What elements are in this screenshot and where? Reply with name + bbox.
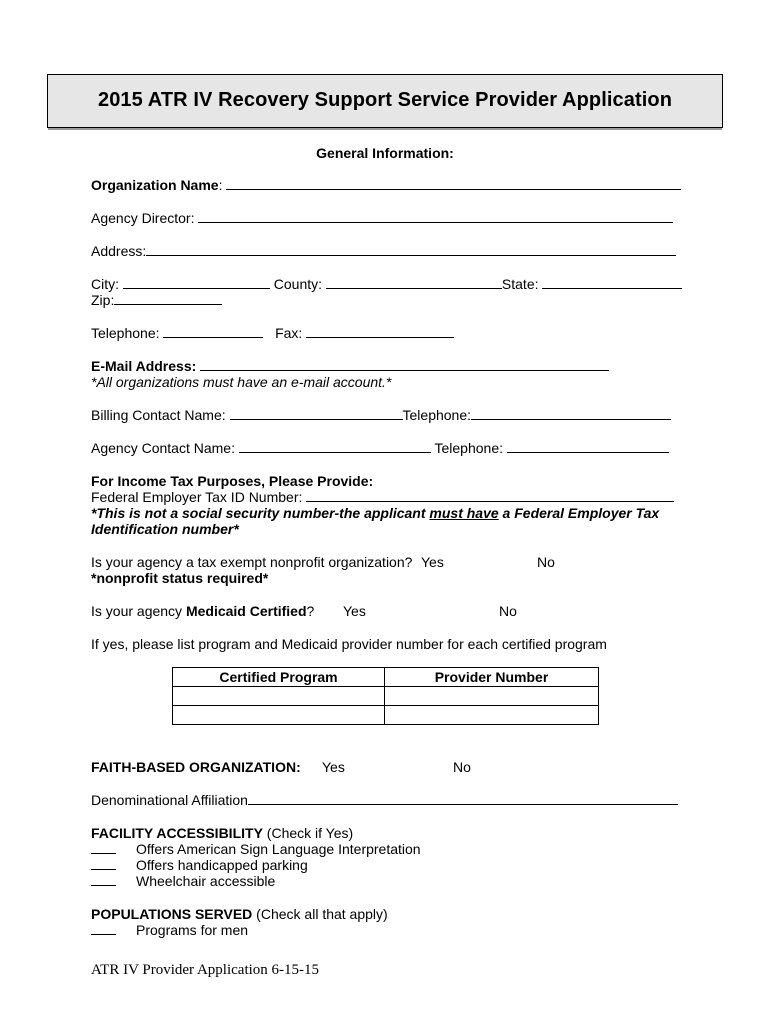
facility-heading	[91, 825, 353, 842]
facility-item	[91, 873, 275, 890]
nonprofit-question: Is your agency a tax exempt nonprofit organization?	[91, 554, 413, 570]
fein-note-part2: a Federal Employer Tax	[498, 505, 660, 521]
org-name-field[interactable]	[226, 177, 681, 190]
table-cell-provider-number[interactable]	[385, 706, 599, 725]
fein-note-part1: *This is not a social security number-the applicant	[91, 505, 430, 521]
page-title: 2015 ATR IV Recovery Support Service Provider Application	[97, 89, 673, 111]
address-field[interactable]	[146, 243, 676, 256]
fein-row	[91, 489, 674, 506]
certified-program-table	[172, 667, 599, 725]
facility-checkbox-blank[interactable]	[91, 857, 116, 870]
county-field[interactable]	[326, 276, 502, 289]
fax-field[interactable]	[306, 325, 454, 338]
agency-director-field[interactable]	[198, 210, 673, 223]
fein-note	[91, 505, 659, 522]
agency-contact-field[interactable]	[239, 440, 431, 453]
facility-item-label: Offers handicapped parking	[136, 857, 308, 873]
populations-checkbox-blank[interactable]	[91, 922, 116, 935]
city-county-state-row	[91, 276, 682, 293]
facility-checkbox-blank[interactable]	[91, 873, 116, 886]
zip-row	[91, 292, 222, 309]
tax-heading: For Income Tax Purposes, Please Provide:	[91, 473, 374, 489]
fein-note-underlined: must have	[429, 505, 499, 521]
agency-contact-row	[91, 440, 669, 457]
facility-item-label: Offers American Sign Language Interpretation	[136, 841, 421, 857]
fax-label: Fax:	[275, 325, 303, 341]
general-info-heading: General Information:	[316, 145, 454, 161]
state-field[interactable]	[542, 276, 682, 289]
populations-heading-bold: POPULATIONS SERVED	[91, 906, 253, 922]
header-provider-number: Provider Number	[385, 668, 599, 687]
org-name-colon: :	[218, 177, 223, 193]
billing-contact-field[interactable]	[230, 407, 403, 420]
faith-based-label: FAITH-BASED ORGANIZATION:	[91, 759, 301, 775]
facility-item	[91, 841, 421, 858]
email-note: *All organizations must have an e-mail account.*	[91, 374, 392, 390]
medicaid-yes[interactable]: Yes	[343, 603, 366, 619]
address-label: Address:	[91, 243, 147, 259]
agency-director-label: Agency Director:	[91, 210, 195, 226]
table-cell-program[interactable]	[173, 687, 385, 706]
billing-contact-label: Billing Contact Name:	[91, 407, 226, 423]
facility-heading-bold: FACILITY ACCESSIBILITY	[91, 825, 263, 841]
billing-telephone-label: Telephone:	[402, 407, 472, 423]
medicaid-instruction: If yes, please list program and Medicaid provider number for each certified program	[91, 636, 607, 652]
facility-item	[91, 857, 308, 874]
facility-checkbox-blank[interactable]	[91, 841, 116, 854]
populations-item	[91, 922, 248, 939]
table-cell-provider-number[interactable]	[385, 687, 599, 706]
agency-telephone-label: Telephone:	[434, 440, 504, 456]
telephone-field[interactable]	[163, 325, 263, 338]
agency-contact-label: Agency Contact Name:	[91, 440, 235, 456]
email-row	[91, 358, 609, 375]
billing-contact-row	[91, 407, 671, 424]
table-row	[173, 687, 599, 706]
fein-label: Federal Employer Tax ID Number:	[91, 489, 303, 505]
state-label: State:	[501, 276, 539, 292]
table-header-row	[173, 668, 599, 687]
affiliation-row	[91, 792, 678, 809]
nonprofit-no[interactable]: No	[537, 554, 555, 570]
city-label: City:	[91, 276, 119, 292]
affiliation-field[interactable]	[248, 792, 678, 805]
agency-director-row	[91, 210, 673, 227]
medicaid-question	[91, 603, 314, 620]
org-name-label: Organization Name	[91, 177, 219, 193]
telephone-fax-row	[91, 325, 454, 342]
table-cell-program[interactable]	[173, 706, 385, 725]
org-name-row	[91, 177, 681, 194]
populations-hint: (Check all that apply)	[252, 906, 388, 922]
faith-based-no[interactable]: No	[453, 759, 471, 775]
nonprofit-yes[interactable]: Yes	[421, 554, 444, 570]
billing-telephone-field[interactable]	[471, 407, 671, 420]
affiliation-label: Denominational Affiliation	[91, 792, 248, 808]
email-label: E-Mail Address:	[91, 358, 197, 374]
medicaid-q-prefix: Is your agency	[91, 603, 186, 619]
county-label: County:	[273, 276, 323, 292]
facility-hint: (Check if Yes)	[262, 825, 354, 841]
zip-field[interactable]	[114, 292, 222, 305]
table-row	[173, 706, 599, 725]
medicaid-no[interactable]: No	[499, 603, 517, 619]
address-row	[91, 243, 676, 260]
populations-item-label: Programs for men	[136, 922, 249, 938]
populations-heading	[91, 906, 388, 923]
medicaid-q-bold: Medicaid Certified	[185, 603, 307, 619]
telephone-label: Telephone:	[91, 325, 160, 341]
facility-item-label: Wheelchair accessible	[136, 873, 276, 889]
page-footer: ATR IV Provider Application 6-15-15	[91, 962, 320, 978]
title-box	[47, 74, 723, 128]
fein-field[interactable]	[306, 489, 674, 502]
email-field[interactable]	[200, 358, 609, 371]
nonprofit-note: *nonprofit status required*	[91, 570, 269, 586]
zip-label: Zip:	[91, 292, 115, 308]
city-field[interactable]	[123, 276, 270, 289]
header-certified-program: Certified Program	[173, 668, 385, 687]
faith-based-yes[interactable]: Yes	[322, 759, 345, 775]
fein-note-line2: Identification number*	[91, 521, 239, 537]
agency-telephone-field[interactable]	[507, 440, 669, 453]
medicaid-q-suffix: ?	[306, 603, 315, 619]
